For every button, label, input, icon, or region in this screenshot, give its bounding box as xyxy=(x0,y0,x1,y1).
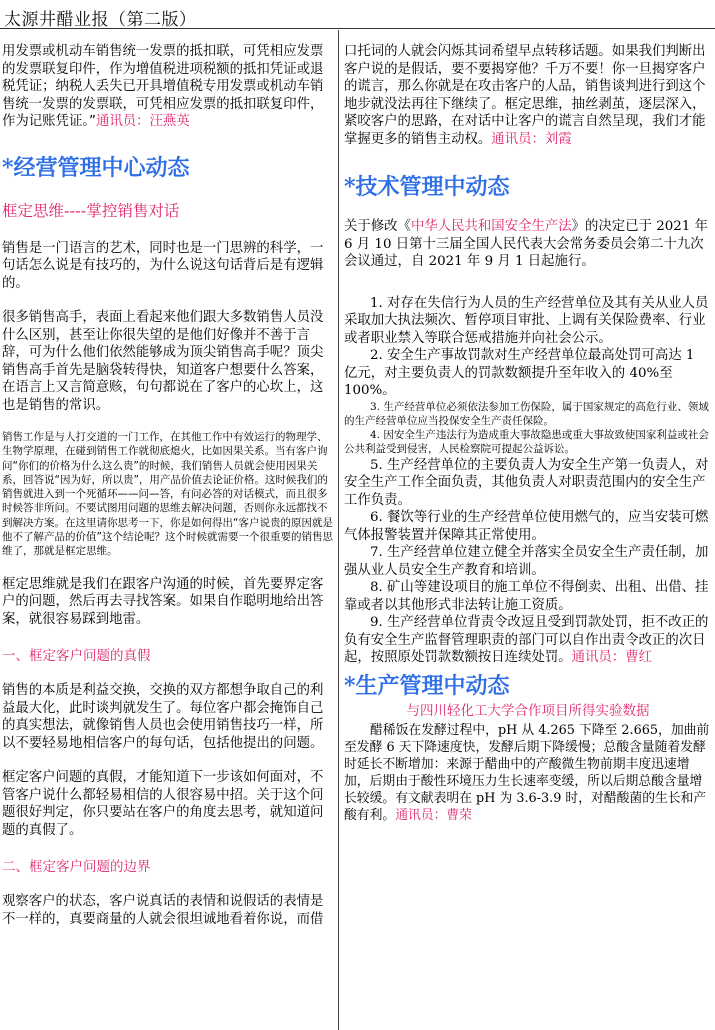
column-divider xyxy=(338,30,339,1030)
paragraph-2: 很多销售高手，表面上看起来他们跟大多数销售人员没什么区别，甚至让你很失望的是他们好像并不善于言辞，可为什么他们依然能够成为顶尖销售高手呢？顶尖销售高手首先是脑袋转得快，知道客户想要什么答案，在语言上又言简意赅，句句都说在了客户的心坎上，这也是销售的常识。 xyxy=(2,310,324,413)
masthead xyxy=(0,0,715,30)
heading-1: 一、框定客户问题的真假 xyxy=(2,648,151,665)
law-item: 3. 生产经营单位必须依法参加工伤保险，属于国家规定的高危行业、领域的生产经营单位应当投保安全生产责任保险。 xyxy=(344,400,709,427)
heading-2: 二、框定客户问题的边界 xyxy=(2,859,151,876)
intro-paragraph xyxy=(2,43,334,131)
left-column xyxy=(2,30,334,1030)
law-name: 中华人民共和国安全生产法 xyxy=(410,219,572,234)
intro-reporter: 通讯员：汪燕英 xyxy=(95,114,190,129)
newspaper-title: 太源井醋业报（第二版） xyxy=(4,10,197,30)
law-item: 5. 生产经营单位的主要负责人为安全生产第一负责人，对安全生产工作全面负责，其他负责人对职责范围内的安全生产工作负责。 xyxy=(344,457,709,508)
experiment-paragraph xyxy=(344,722,712,824)
law-reporter: 通讯员：曹红 xyxy=(571,650,652,666)
law-intro xyxy=(344,218,712,271)
section-title-production: *生产管理中动态 xyxy=(344,672,510,699)
experiment-title: 与四川轻化工大学合作项目所得实验数据 xyxy=(406,702,650,719)
law-item-text: 9. 生产经营单位背责令改逗且受到罚款处罚，拒不改正的负有安全生产监督管理职责的部门可以自作出责令改正的次日起，按照原处罚款数额按日连续处罚。 xyxy=(344,615,709,666)
article-title: 框定思维----掌控销售对话 xyxy=(2,201,180,220)
law-item: 6. 餐饮等行业的生产经营单位使用燃气的，应当安装可燃气体报警装置并保障其正常使用。 xyxy=(344,510,709,543)
paragraph-7: 观察客户的状态，客户说真话的表情和说假话的表情是不一样的，真要商量的人就会很坦诚地看着你说，而借 xyxy=(2,894,324,927)
continued-text: 口托词的人就会闪烁其词希望早点转移话题。如果我们判断出客户说的是假话，要不要揭穿他？千万不要！你一旦揭穿客户的谎言，那么你就是在攻击客户的人品，销售谈判进行到这个地步就没法再往下继续了。框定思维，抽丝剥茧，逐层深入，紧咬客户的思路，在对话中让客户的谎言自然呈现，我们才能掌握更多的销售主动权。 xyxy=(344,44,706,147)
experiment-text: 醋稀饭在发酵过程中，pH 从 4.265 下降至 2.665，加曲前至发酵 6 天下降速度快，发酵后期下降缓慢；总酸含量随着发酵时延长不断增加：来源于醋曲中的产酸微生物前期丰度迅速增加，后期由于酸性环境压力生长速率变缓，所以后期总酸含量增长较缓。有文献表明在 pH 为 3.6-3.9 时，对醋酸菌的生长和产酸有利。 xyxy=(344,722,710,823)
law-item: 4. 因安全生产违法行为造成重大事故隐患或重大事故致使国家利益或社会公共利益受到侵害，人民检察院可提起公益诉讼。 xyxy=(344,429,709,456)
paragraph-4: 框定思维就是我们在跟客户沟通的时候，首先要界定客户的问题，然后再去寻找答案。如果自作聪明地给出答案，就很容易踩到地雷。 xyxy=(2,576,324,627)
right-column xyxy=(344,30,712,1030)
law-item: 1. 对存在失信行为人员的生产经营单位及其有关从业人员采取加大执法频次、暂停项目审批、上调有关保险费率、行业或者职业禁入等联合惩戒措施并向社会公示。 xyxy=(344,295,709,346)
masthead-rule xyxy=(0,28,715,29)
law-item: 7. 生产经营单位建立健全并落实全员安全生产责任制，加强从业人员安全生产教育和培训。 xyxy=(344,545,709,578)
law-intro-b: 》的决定已于 2021 年 6 月 10 日第十三届全国人民代表大会常务委员会第二十九次会议通过，自 2021 年 9 月 1 日起施行。 xyxy=(344,219,708,269)
paragraph-3: 销售工作是与人打交道的一门工作，在其他工作中有效运行的物理学、生物学原理，在碰到销售工作就彻底熄火，比如因果关系。当有客户询问“你们的价格为什么这么贵”的时候，我们销售人员就会使用因果关系，回答说“因为好，所以贵”，用产品价值去论证价格。这时候我们的销售就进入到一个死循环——问—答，有问必答的对话模式，而且很多时候答非所问。不要试图用问题的思维去解决问题，否则你永远都找不到解决方案。在这里请你思考一下，你是如何得出“客户说贵的原因就是他不了解产品的价值”这个结论呢？这个时候就需要一个很重要的销售思维了，那就是框定思维。 xyxy=(2,431,333,558)
law-item-last xyxy=(344,614,712,667)
experiment-reporter: 通讯员：曹荣 xyxy=(395,807,472,823)
continued-reporter: 通讯员：刘霞 xyxy=(491,131,572,147)
law-item: 2. 安全生产事故罚款对生产经营单位最高处罚可高达 1 亿元，对主要负责人的罚款数额提升至年收入的 40%至 100%。 xyxy=(344,348,695,398)
continued-paragraph xyxy=(344,43,712,148)
law-intro-a: 关于修改《 xyxy=(344,219,411,234)
section-title-business: *经营管理中心动态 xyxy=(2,154,190,181)
paragraph-5: 销售的本质是利益交换，交换的双方都想争取自己的利益最大化，此时谈判就发生了。每位客户都会掩饰自己的真实想法，就像销售人员也会使用销售技巧一样，所以不要轻易地相信客户的每句话，包括他提出的问题。 xyxy=(2,683,324,751)
paragraph-6: 框定客户问题的真假，才能知道下一步该如何面对，不管客户说什么都轻易相信的人很容易中招。关于这个问题很好判定，你只要站在客户的角度去思考，就知道问题的真假了。 xyxy=(2,770,324,838)
paragraph-1: 销售是一门语言的艺术，同时也是一门思辨的科学，一句话怎么说是有技巧的，为什么说这句话背后是有逻辑的。 xyxy=(2,240,324,291)
section-title-tech: *技术管理中动态 xyxy=(344,174,510,200)
law-item: 8. 矿山等建设项目的施工单位不得倒卖、出租、出借、挂靠或者以其他形式非法转让施工资质。 xyxy=(344,580,709,613)
intro-text: 用发票或机动车销售统一发票的抵扣联，可凭相应发票的发票联复印件，作为增值税进项税额的抵扣凭证或退税凭证；纳税人丢失已开具增值税专用发票或机动车销售统一发票的发票联，可凭相应发票的抵扣联复印件，作为记账凭证。” xyxy=(2,44,324,129)
law-item-list xyxy=(344,295,712,667)
